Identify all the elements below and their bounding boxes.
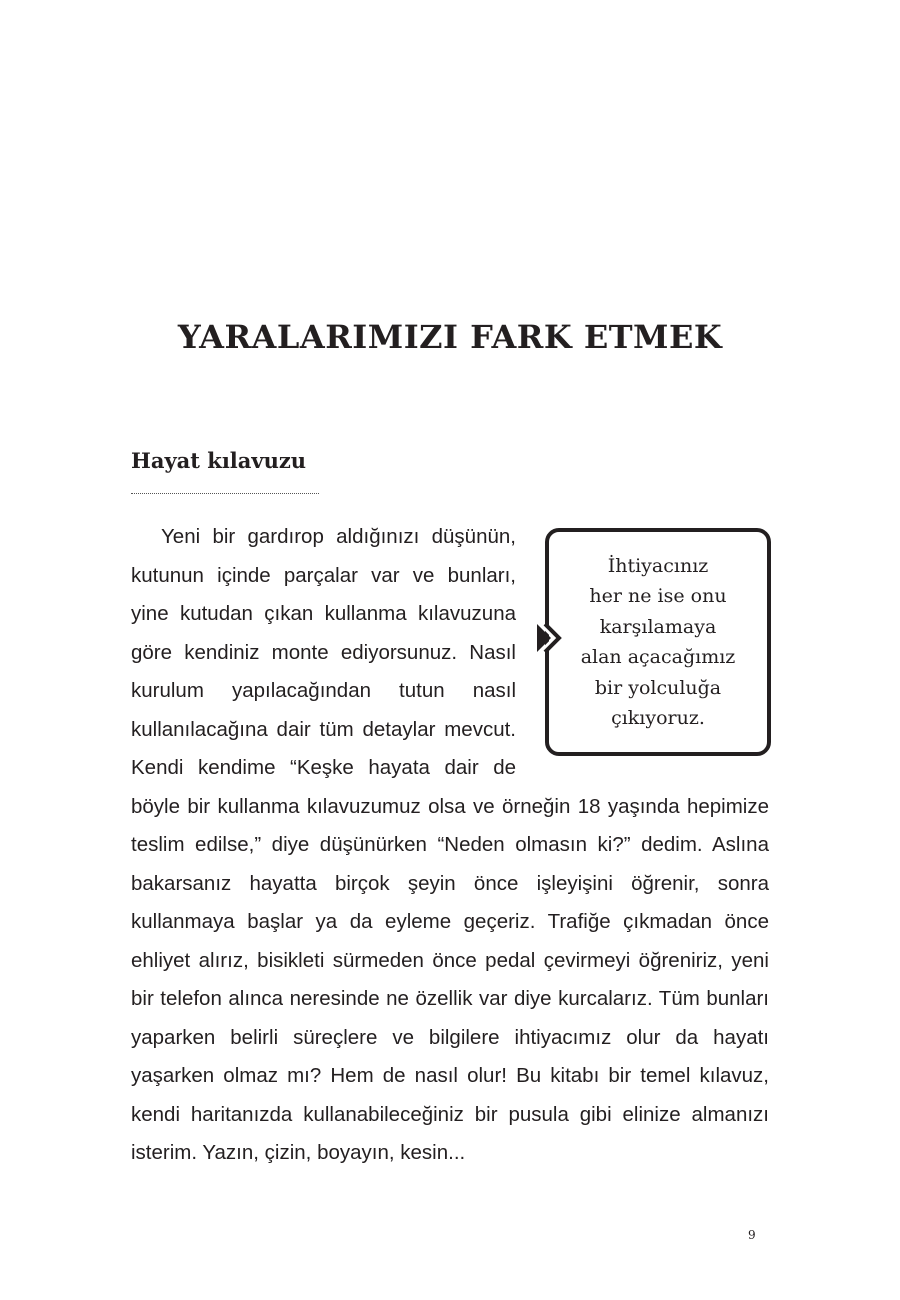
chapter-title: YARALARIMIZI FARK ETMEK	[177, 318, 723, 356]
body-paragraph-text: Yeni bir gardırop aldığınızı düşünün, kutunun içinde parçalar var ve bunları, yine kutudan çıkan kullanma kılavuzuna göre kendiniz monte ediyorsunuz. Nasıl kurulum yapılacağından tutun nasıl kullanılacağına dair tüm detaylar mevcut. Kendi kendime “Keşke hayata dair de böyle bir kullanma kılavuzumuz olsa ve örneğin 18 yaşında hepimize teslim edilse,” diye düşünürken “Neden olmasın ki?” dedim. Aslına bakarsanız hayatta birçok şeyin önce işleyişini öğrenir, sonra kullanmaya başlar ya da eyleme geçeriz. Trafiğe çıkmadan önce ehliyet alırız, bisikleti sürmeden önce pedal çevirmeyi öğreniriz, yeni bir telefon alınca neresinde ne özellik var diye kurcalarız. Tüm bunları yaparken belirli süreçlere ve bilgilere ihtiyacımız olur da hayatı yaşarken olmaz mı? Hem de nasıl olur! Bu kitabı bir temel kılavuz, kendi haritanızda kullanabileceğiniz bir pusula gibi elinize almanızı isterim. Yazın, çizin, boyayın, kesin...	[131, 525, 769, 1164]
callout-pointer-icon	[536, 624, 570, 652]
pull-quote-text: İhtiyacınız her ne ise onu karşılamaya alan açacağımız bir yolculuğa çıkıyoruz.	[580, 554, 736, 729]
pull-quote-callout	[545, 528, 771, 756]
section-heading: Hayat kılavuzu	[131, 448, 307, 473]
section-heading-dotted-rule	[131, 493, 319, 494]
page-number: 9	[748, 1228, 756, 1242]
